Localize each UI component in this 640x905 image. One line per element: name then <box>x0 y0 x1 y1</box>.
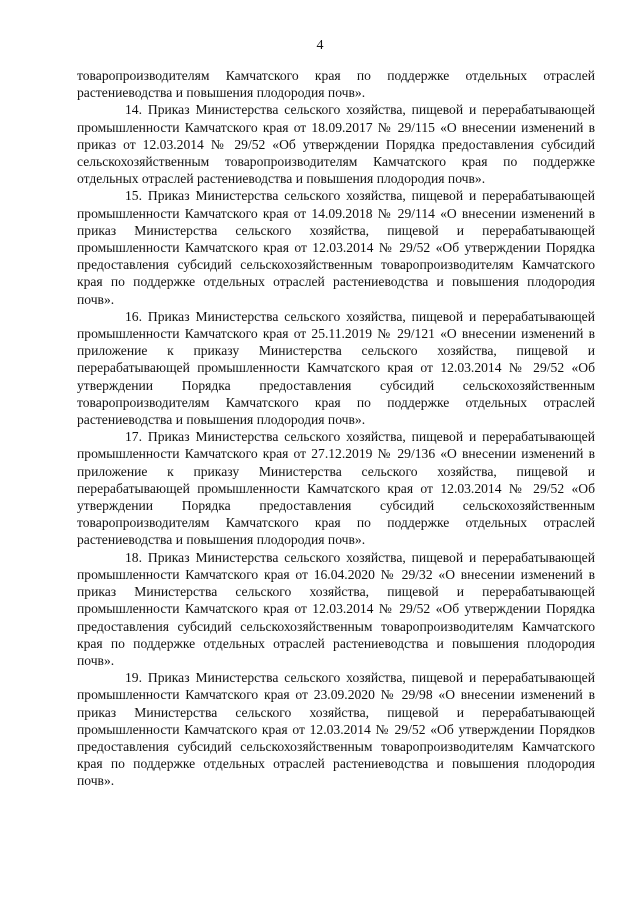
list-item-19: 19. Приказ Министерства сельского хозяйства, пищевой и перерабатывающей промышленности Камчатского края от 23.09.2020 № 29/98 «О внесении изменений в приказ Министерства сельского хозяйства, пищевой и перерабатывающей промышленности Камчатского края от 12.03.2014 № 29/52 «Об утверждении Порядков предоставления субсидий сельскохозяйственным товаропроизводителям Камчатского края по поддержке отдельных отраслей растениеводства и повышения плодородия почв». <box>77 670 595 789</box>
document-body <box>77 67 595 790</box>
list-item-18: 18. Приказ Министерства сельского хозяйства, пищевой и перерабатывающей промышленности Камчатского края от 16.04.2020 № 29/32 «О внесении изменений в приказ Министерства сельского хозяйства, пищевой и перерабатывающей промышленности Камчатского края от 12.03.2014 № 29/52 «Об утверждении Порядка предоставления субсидий сельскохозяйственным товаропроизводителям Камчатского края по поддержке отдельных отраслей растениеводства и повышения плодородия почв». <box>77 549 595 668</box>
page-number: 4 <box>316 38 324 53</box>
list-item-16: 16. Приказ Министерства сельского хозяйства, пищевой и перерабатывающей промышленности Камчатского края от 25.11.2019 № 29/121 «О внесении изменений в приложение к приказу Министерства сельского хозяйства, пищевой и перерабатывающей промышленности Камчатского края от 12.03.2014 № 29/52 «Об утверждении Порядка предоставления субсидий сельскохозяйственным товаропроизводителям Камчатского края по поддержке отдельных отраслей растениеводства и повышения плодородия почв». <box>77 308 595 428</box>
list-item-17: 17. Приказ Министерства сельского хозяйства, пищевой и перерабатывающей промышленности Камчатского края от 27.12.2019 № 29/136 «О внесении изменений в приложение к приказу Министерства сельского хозяйства, пищевой и перерабатывающей промышленности Камчатского края от 12.03.2014 № 29/52 «Об утверждении Порядка предоставления субсидий сельскохозяйственным товаропроизводителям Камчатского края по поддержке отдельных отраслей растениеводства и повышения плодородия почв». <box>77 429 595 548</box>
list-item-15: 15. Приказ Министерства сельского хозяйства, пищевой и перерабатывающей промышленности Камчатского края от 14.09.2018 № 29/114 «О внесении изменений в приказ Министерства сельского хозяйства, пищевой и перерабатывающей промышленности Камчатского края от 12.03.2014 № 29/52 «Об утверждении Порядка предоставления субсидий сельскохозяйственным товаропроизводителям Камчатского края по поддержке отдельных отраслей растениеводства и повышения плодородия почв». <box>77 188 595 307</box>
list-item-14: 14. Приказ Министерства сельского хозяйства, пищевой и перерабатывающей промышленности Камчатского края от 18.09.2017 № 29/115 «О внесении изменений в приказ от 12.03.2014 № 29/52 «Об утверждении Порядка предоставления субсидий сельскохозяйственным товаропроизводителям Камчатского края по поддержке отдельных отраслей растениеводства и повышения плодородия почв». <box>77 102 595 187</box>
continuation-paragraph: товаропроизводителям Камчатского края по поддержке отдельных отраслей растениеводства и повышения плодородия почв». <box>77 68 595 101</box>
